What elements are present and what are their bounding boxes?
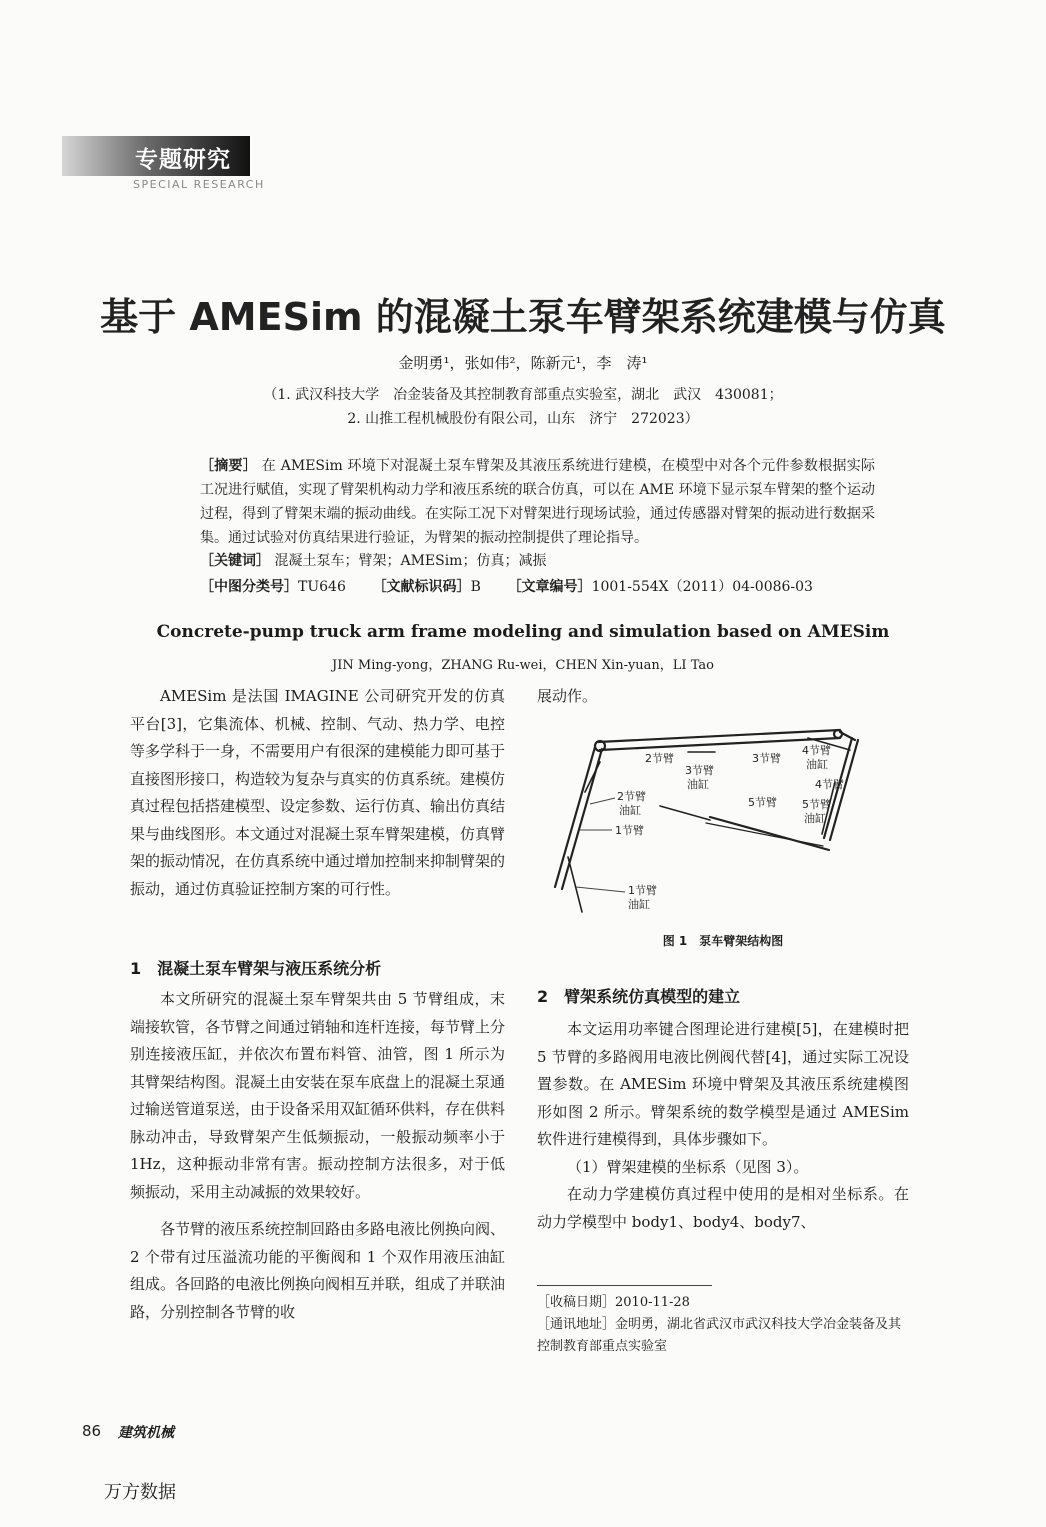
section-2-heading: 2 臂架系统仿真模型的建立 (537, 987, 741, 1006)
abstract-label: ［摘要］ (200, 458, 258, 474)
fig-label-cyl3-line1: 3节臂 (685, 764, 714, 777)
clc-value: TU646 (298, 579, 346, 595)
english-authors: JIN Ming-yong，ZHANG Ru-wei，CHEN Xin-yuan，LI Tao (332, 658, 714, 673)
article-no-value: 1001-554X（2011）04-0086-03 (591, 579, 813, 595)
column-title: 专题研究 (135, 147, 231, 173)
section-1-heading: 1 混凝土泵车臂架与液压系统分析 (130, 959, 382, 978)
classification-line (200, 576, 840, 596)
column-subtitle: SPECIAL RESEARCH (133, 178, 265, 191)
fig-label-cyl2-line2: 油缸 (619, 804, 641, 817)
doc-code-label: ［文献标识码］ (372, 579, 471, 595)
footnote-received: ［收稿日期］2010-11-28 (537, 1295, 690, 1310)
section-1-paragraph-2: 各节臂的液压系统控制回路由多路电液比例换向阀、2 个带有过压溢流功能的平衡阀和 1 个双作用液压油缸组成。各回路的电液比例换向阀相互并联，组成了并联油路，分别控制各节臂的收 (130, 1220, 506, 1321)
fig-label-arm1: 1节臂 (615, 824, 644, 837)
journal-name: 建筑机械 (118, 1425, 174, 1441)
fig-label-cyl4-line1: 4节臂 (802, 744, 831, 757)
abstract-text: 在 AMESim 环境下对混凝土泵车臂架及其液压系统进行建模，在模型中对各个元件参数根据实际工况进行赋值，实现了臂架机构动力学和液压系统的联合仿真，可以在 AME 环境下显示泵车臂架的整个运动过程，得到了臂架末端的振动曲线。在实际工况下对臂架进行现场试验，通过传感器对臂架的振动进行数据采集。通过试验对仿真结果进行验证，为臂架的振动控制提供了理论指导。 (200, 458, 875, 546)
source-watermark: 万方数据 (104, 1482, 176, 1503)
fig-label-arm4: 4节臂 (815, 778, 844, 791)
fig-label-cyl1-line1: 1节臂 (628, 884, 657, 897)
keywords-label: ［关键词］ (200, 553, 270, 569)
doc-code-value: B (470, 579, 481, 595)
section-2-body (537, 1016, 909, 1236)
keywords-text: 混凝土泵车；臂架；AMESim；仿真；减振 (274, 553, 547, 569)
fig-label-cyl3-line2: 油缸 (687, 778, 709, 791)
abstract (200, 454, 875, 550)
fig-label-cyl5-line1: 5节臂 (802, 798, 831, 811)
fig-label-cyl5-line2: 油缸 (804, 812, 826, 825)
section-1-paragraph-1: 本文所研究的混凝土泵车臂架共由 5 节臂组成，末端接软管，各节臂之间通过销轴和连杆连接，每节臂上分别连接液压缸，并依次布置布料管、油管，图 1 所示为其臂架结构图。混凝土由安装在泵车底盘上的混凝土泵通过输送管道泵送，由于设备采用双缸循环供料，存在供料脉动冲击，导致臂架产生低频振动，一般振动频率小于 1Hz，这种振动非常有害。振动控制方法很多，对于低频振动，采用主动减振的效果较好。 (130, 990, 506, 1201)
fig-label-arm2: 2节臂 (645, 752, 674, 765)
keywords (200, 550, 546, 570)
section-1-body (130, 986, 505, 1326)
fig-label-cyl2-line1: 2节臂 (617, 790, 646, 803)
footnote-rule (537, 1285, 712, 1286)
article-no-label: ［文章编号］ (507, 579, 592, 595)
figure-1-caption: 图 1 泵车臂架结构图 (662, 934, 784, 948)
section-2-paragraph-2: 在动力学建模仿真过程中使用的是相对坐标系。在动力学模型中 body1、body4、body7、 (537, 1185, 909, 1231)
section-2-paragraph-1: 本文运用功率键合图理论进行建模[5]，在建模时把 5 节臂的多路阀用电液比例阀代替[4]，通过实际工况设置参数。在 AMESim 环境中臂架及其液压系统建模图形如图 2 所示。臂架系统的数学模型是通过 AMESim 软件进行建模得到，具体步骤如下。 (537, 1020, 909, 1148)
right-continuation: 展动作。 (537, 687, 598, 705)
section-2-item-1: （1）臂架建模的坐标系（见图 3）。 (567, 1157, 809, 1176)
paper-title: 基于 AMESim 的混凝土泵车臂架系统建模与仿真 (100, 295, 946, 339)
fig-label-arm3: 3节臂 (752, 752, 781, 765)
figure-1-arm-structure (540, 722, 910, 922)
fig-label-cyl1-line2: 油缸 (628, 898, 650, 911)
intro-paragraph: AMESim 是法国 IMAGINE 公司研究开发的仿真平台[3]，它集流体、机械、控制、气动、热力学、电控等多学科于一身，不需要用户有很深的建模能力即可基于直接图形接口，构造较为复杂与真实的仿真系统。建模仿真过程包括搭建模型、设定参数、运行仿真、输出仿真结果与曲线图形。本文通过对混凝土泵车臂架建模，仿真臂架的振动情况，在仿真系统中通过增加控制来抑制臂架的振动，通过仿真验证控制方案的可行性。 (130, 687, 506, 898)
fig-label-arm5: 5节臂 (748, 796, 777, 809)
footnote-contact: ［通讯地址］金明勇，湖北省武汉市武汉科技大学冶金装备及其控制教育部重点实验室 (537, 1317, 902, 1354)
affiliation-2: 2. 山推工程机械股份有限公司，山东 济宁 272023） (347, 411, 699, 427)
page-number: 86 (82, 1422, 102, 1440)
english-title: Concrete-pump truck arm frame modeling and simulation based on AMESim (156, 622, 890, 642)
fig-label-cyl4-line2: 油缸 (806, 758, 828, 771)
clc-label: ［中图分类号］ (200, 579, 298, 595)
authors: 金明勇¹，张如伟²，陈新元¹，李 涛¹ (398, 354, 648, 372)
affiliation-1: （1. 武汉科技大学 冶金装备及其控制教育部重点实验室，湖北 武汉 430081； (263, 387, 783, 403)
